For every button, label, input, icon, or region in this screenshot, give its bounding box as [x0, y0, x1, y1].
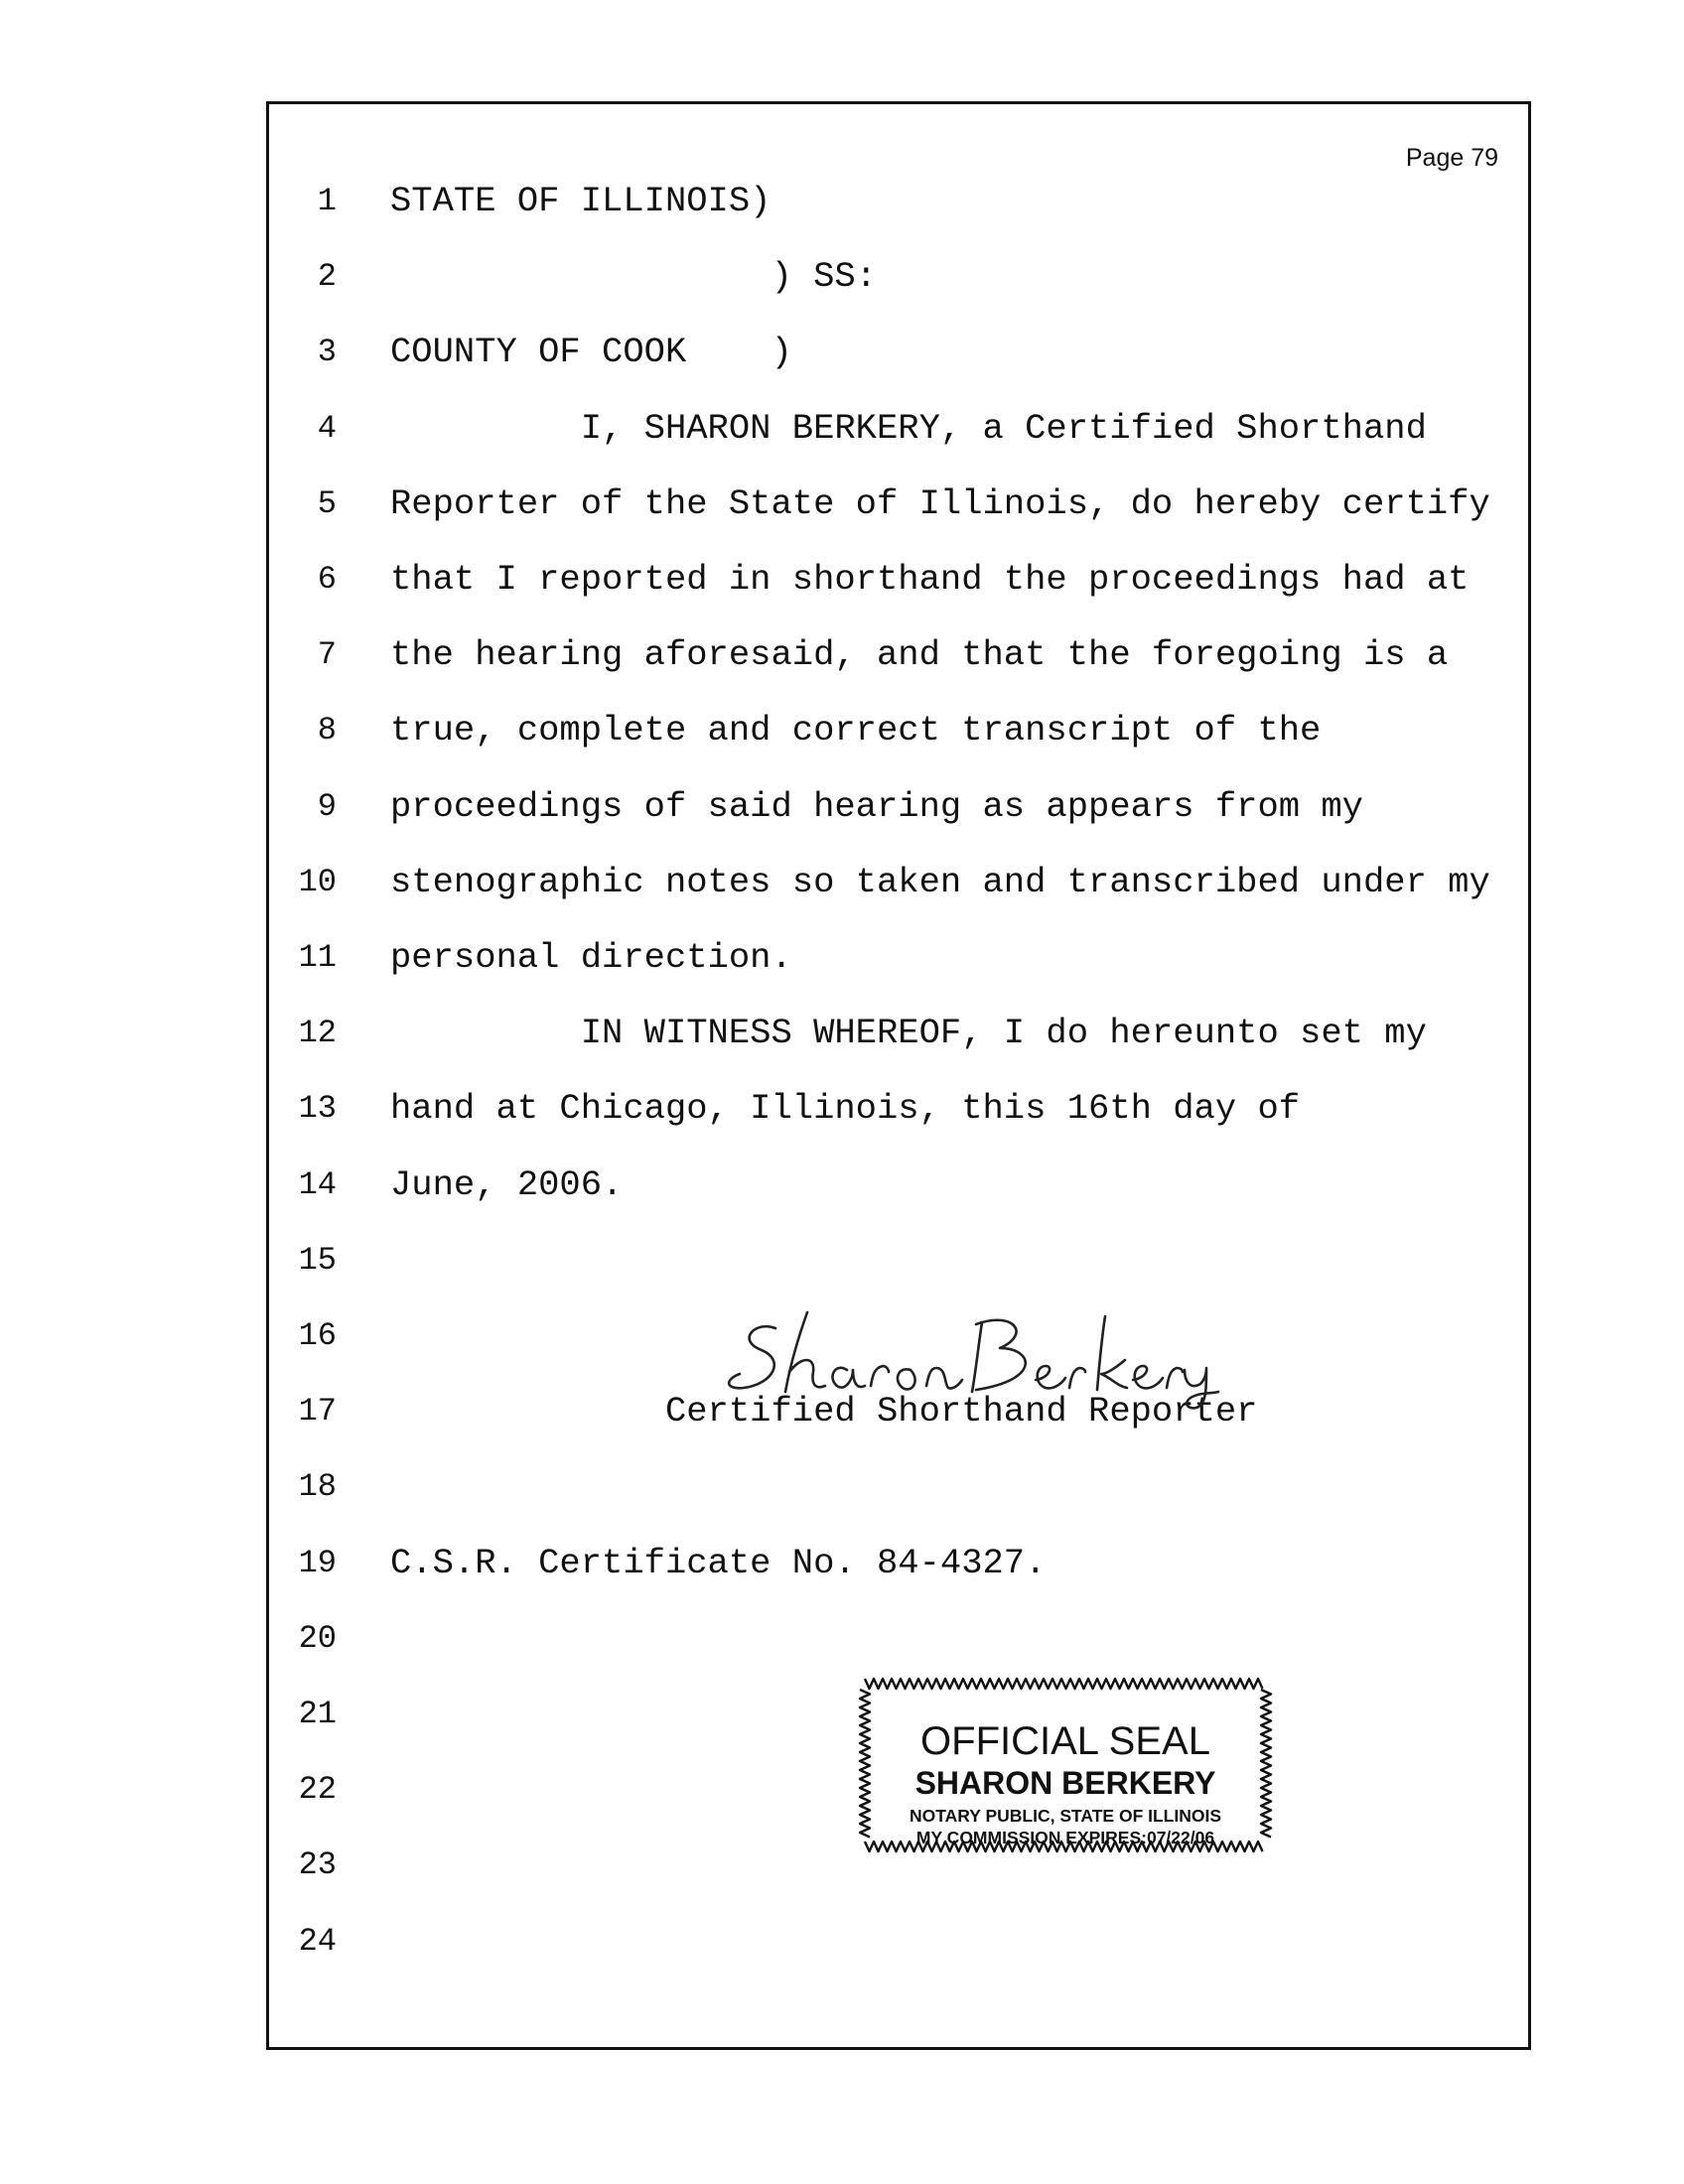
- line-number: 3: [317, 334, 337, 371]
- seal-commission-line: MY COMMISSION EXPIRES:07/22/06: [915, 1828, 1215, 1847]
- line-number: 23: [298, 1846, 337, 1884]
- seal-notary-line: NOTARY PUBLIC, STATE OF ILLINOIS: [909, 1806, 1222, 1826]
- line-text: I, SHARON BERKERY, a Certified Shorthand: [390, 407, 1427, 449]
- line-number: 4: [317, 409, 337, 447]
- line-text: hand at Chicago, Illinois, this 16th day of: [390, 1088, 1301, 1130]
- line-text: ) SS:: [390, 256, 877, 298]
- line-text: STATE OF ILLINOIS): [390, 181, 772, 221]
- line-number: 13: [298, 1090, 337, 1128]
- line-text: June, 2006.: [390, 1163, 624, 1205]
- line-number: 10: [298, 863, 337, 900]
- line-number: 19: [298, 1544, 337, 1581]
- line-number: 12: [298, 1015, 337, 1052]
- line-text: that I reported in shorthand the proceedings had at: [390, 559, 1470, 600]
- line-text: Certified Shorthand Reporter: [390, 1391, 1258, 1433]
- line-number: 18: [298, 1468, 337, 1506]
- line-number: 15: [298, 1241, 337, 1279]
- line-number: 6: [317, 561, 337, 598]
- line-text: Reporter of the State of Illinois, do hereby certify: [390, 482, 1490, 524]
- transcript-page: [266, 101, 1531, 2050]
- line-number: 5: [317, 484, 337, 522]
- line-number: 11: [298, 939, 337, 976]
- line-number: 8: [317, 712, 337, 750]
- line-number: 14: [298, 1165, 337, 1203]
- line-number: 1: [317, 183, 337, 219]
- line-text: C.S.R. Certificate No. 84-4327.: [390, 1542, 1047, 1583]
- line-text: COUNTY OF COOK ): [390, 332, 792, 373]
- line-number: 16: [298, 1317, 337, 1354]
- line-text: personal direction.: [390, 937, 792, 978]
- line-number: 24: [298, 1922, 337, 1960]
- handwritten-signature: [716, 1300, 1232, 1410]
- official-seal-text: [857, 1676, 1274, 1854]
- line-text: proceedings of said hearing as appears from my: [390, 785, 1363, 827]
- seal-name: SHARON BERKERY: [914, 1765, 1216, 1801]
- line-number: 22: [298, 1771, 337, 1809]
- line-number: 2: [317, 258, 337, 296]
- line-text: true, complete and correct transcript of the: [390, 710, 1322, 751]
- line-text: IN WITNESS WHEREOF, I do hereunto set my: [390, 1013, 1427, 1054]
- line-number: 9: [317, 787, 337, 825]
- line-text: the hearing aforesaid, and that the foregoing is a: [390, 634, 1449, 676]
- line-number: 17: [298, 1393, 337, 1431]
- seal-title: OFFICIAL SEAL: [920, 1719, 1210, 1763]
- line-number: 7: [317, 636, 337, 674]
- page-number: Page 79: [1405, 144, 1498, 172]
- line-number: 20: [298, 1619, 337, 1657]
- line-text: stenographic notes so taken and transcribed under my: [390, 861, 1490, 902]
- line-number: 21: [298, 1696, 337, 1732]
